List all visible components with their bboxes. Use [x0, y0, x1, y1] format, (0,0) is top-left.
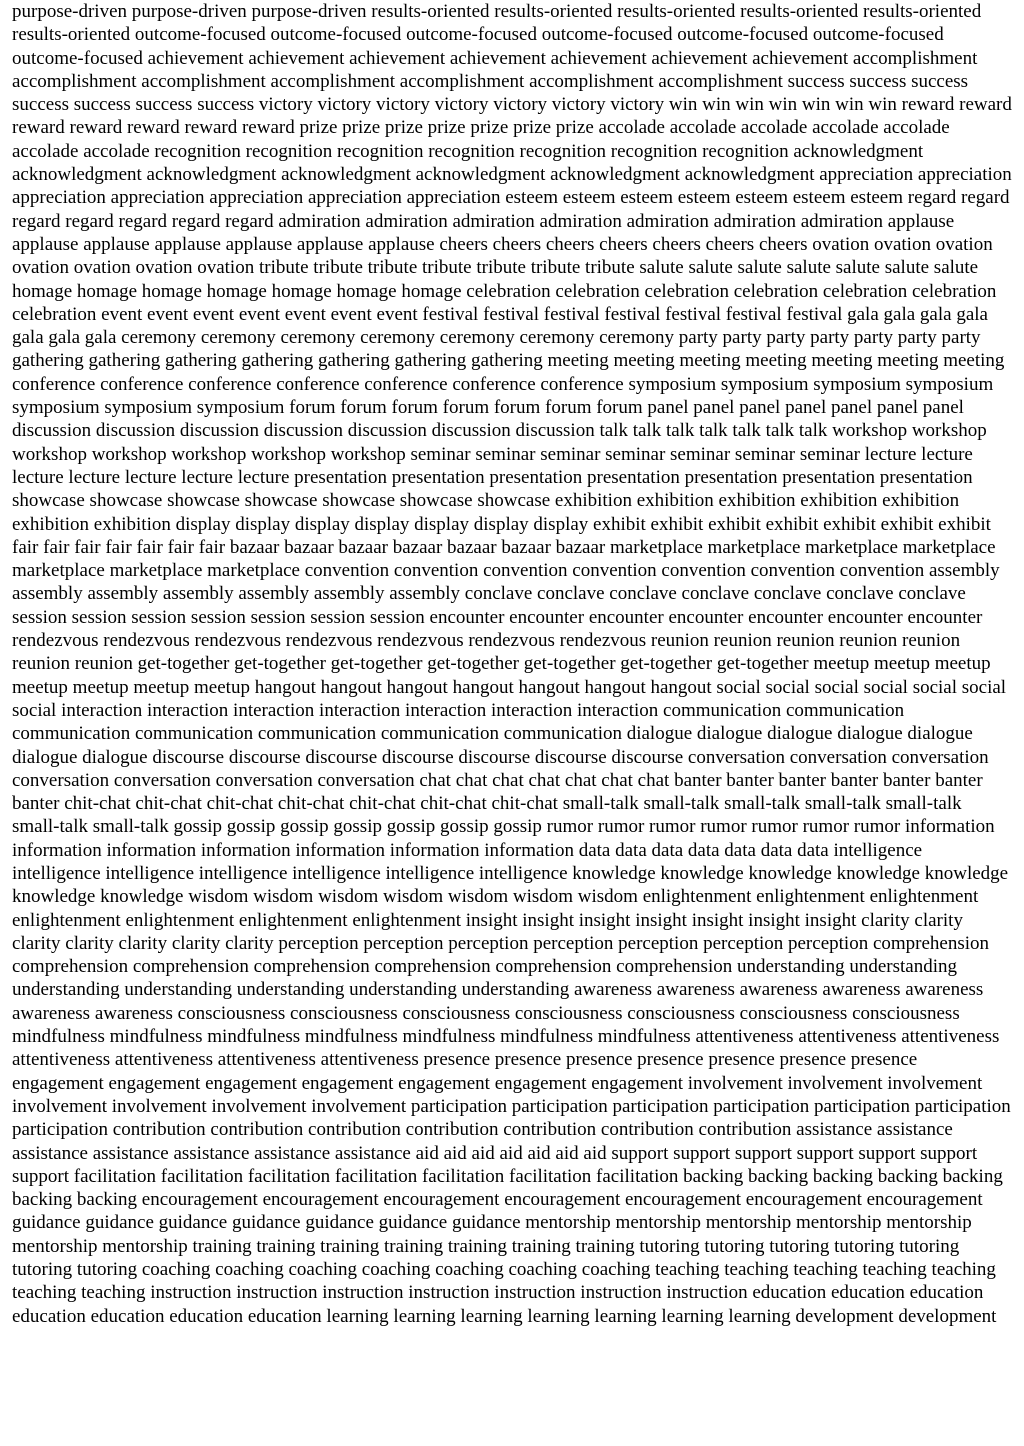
body-paragraph: purpose-driven purpose-driven purpose-driven results-oriented results-oriented results-oriented results-oriented results-oriented results-oriented outcome-focused outcome-focused outcome-focused outcome-focused outcome-focused outcome-focused outcome-focused achievement achievement achievement achievement achievement achievement achievement accomplishment accomplishment accomplishment accomplishment accomplishment accomplishment accomplishment success success success success success success success victory victory victory victory victory victory victory win win win win win win win reward reward reward reward reward reward reward prize prize prize prize prize prize prize accolade accolade accolade accolade accolade accolade accolade recognition recognition recognition recognition recognition recognition recognition acknowledgment acknowledgment acknowledgment acknowledgment acknowledgment acknowledgment acknowledgment appreciation appreciation appreciation appreciation appreciation appreciation appreciation esteem esteem esteem esteem esteem esteem esteem regard regard regard regard regard regard regard admiration admiration admiration admiration admiration admiration admiration applause applause applause applause applause applause applause cheers cheers cheers cheers cheers cheers cheers ovation ovation ovation ovation ovation ovation ovation tribute tribute tribute tribute tribute tribute tribute salute salute salute salute salute salute salute homage homage homage homage homage homage homage celebration celebration celebration celebration celebration celebration celebration event event event event event event event festival festival festival festival festival festival festival gala gala gala gala gala gala gala ceremony ceremony ceremony ceremony ceremony ceremony ceremony party party party party party party party gathering gathering gathering gathering gathering gathering gathering meeting meeting meeting meeting meeting meeting meeting conference conference conference conference conference conference conference symposium symposium symposium symposium symposium symposium symposium forum forum forum forum forum forum forum panel panel panel panel panel panel panel discussion discussion discussion discussion discussion discussion discussion talk talk talk talk talk talk talk workshop workshop workshop workshop workshop workshop workshop seminar seminar seminar seminar seminar seminar seminar lecture lecture lecture lecture lecture lecture lecture presentation presentation presentation presentation presentation presentation presentation showcase showcase showcase showcase showcase showcase showcase exhibition exhibition exhibition exhibition exhibition exhibition exhibition display display display display display display display exhibit exhibit exhibit exhibit exhibit exhibit exhibit fair fair fair fair fair fair fair bazaar bazaar bazaar bazaar bazaar bazaar bazaar marketplace marketplace marketplace marketplace marketplace marketplace marketplace convention convention convention convention convention convention convention assembly assembly assembly assembly assembly assembly assembly conclave conclave conclave conclave conclave conclave conclave session session session session session session session encounter encounter encounter encounter encounter encounter encounter rendezvous rendezvous rendezvous rendezvous rendezvous rendezvous rendezvous reunion reunion reunion reunion reunion reunion reunion get-together get-together get-together get-together get-together get-together get-together meetup meetup meetup meetup meetup meetup meetup hangout hangout hangout hangout hangout hangout hangout social social social social social social social interaction interaction interaction interaction interaction interaction interaction communication communication communication communication communication communication communication dialogue dialogue dialogue dialogue dialogue dialogue dialogue discourse discourse discourse discourse discourse discourse discourse conversation conversation conversation conversation conversation conversation conversation chat chat chat chat chat chat chat banter banter banter banter banter banter banter chit-chat chit-chat chit-chat chit-chat chit-chat chit-chat chit-chat small-talk small-talk small-talk small-talk small-talk small-talk small-talk gossip gossip gossip gossip gossip gossip gossip rumor rumor rumor rumor rumor rumor rumor information information information information information information information data data data data data data data intelligence intelligence intelligence intelligence intelligence intelligence intelligence knowledge knowledge knowledge knowledge knowledge knowledge knowledge wisdom wisdom wisdom wisdom wisdom wisdom wisdom enlightenment enlightenment enlightenment enlightenment enlightenment enlightenment enlightenment insight insight insight insight insight insight insight clarity clarity clarity clarity clarity clarity clarity perception perception perception perception perception perception perception comprehension comprehension comprehension comprehension comprehension comprehension comprehension understanding understanding understanding understanding understanding understanding understanding awareness awareness awareness awareness awareness awareness awareness consciousness consciousness consciousness consciousness consciousness consciousness consciousness mindfulness mindfulness mindfulness mindfulness mindfulness mindfulness mindfulness attentiveness attentiveness attentiveness attentiveness attentiveness attentiveness attentiveness presence presence presence presence presence presence presence engagement engagement engagement engagement engagement engagement engagement involvement involvement involvement involvement involvement involvement involvement participation participation participation participation participation participation participation contribution contribution contribution contribution contribution contribution contribution assistance assistance assistance assistance assistance assistance assistance aid aid aid aid aid aid aid support support support support support support support facilitation facilitation facilitation facilitation facilitation facilitation facilitation backing backing backing backing backing backing backing encouragement encouragement encouragement encouragement encouragement encouragement encouragement guidance guidance guidance guidance guidance guidance guidance mentorship mentorship mentorship mentorship mentorship mentorship mentorship training training training training training training training tutoring tutoring tutoring tutoring tutoring tutoring tutoring coaching coaching coaching coaching coaching coaching coaching teaching teaching teaching teaching teaching teaching teaching instruction instruction instruction instruction instruction instruction instruction education education education education education education education learning learning learning learning learning learning learning development development — [12, 1, 1012, 1327]
document-page — [12, 0, 1012, 1446]
